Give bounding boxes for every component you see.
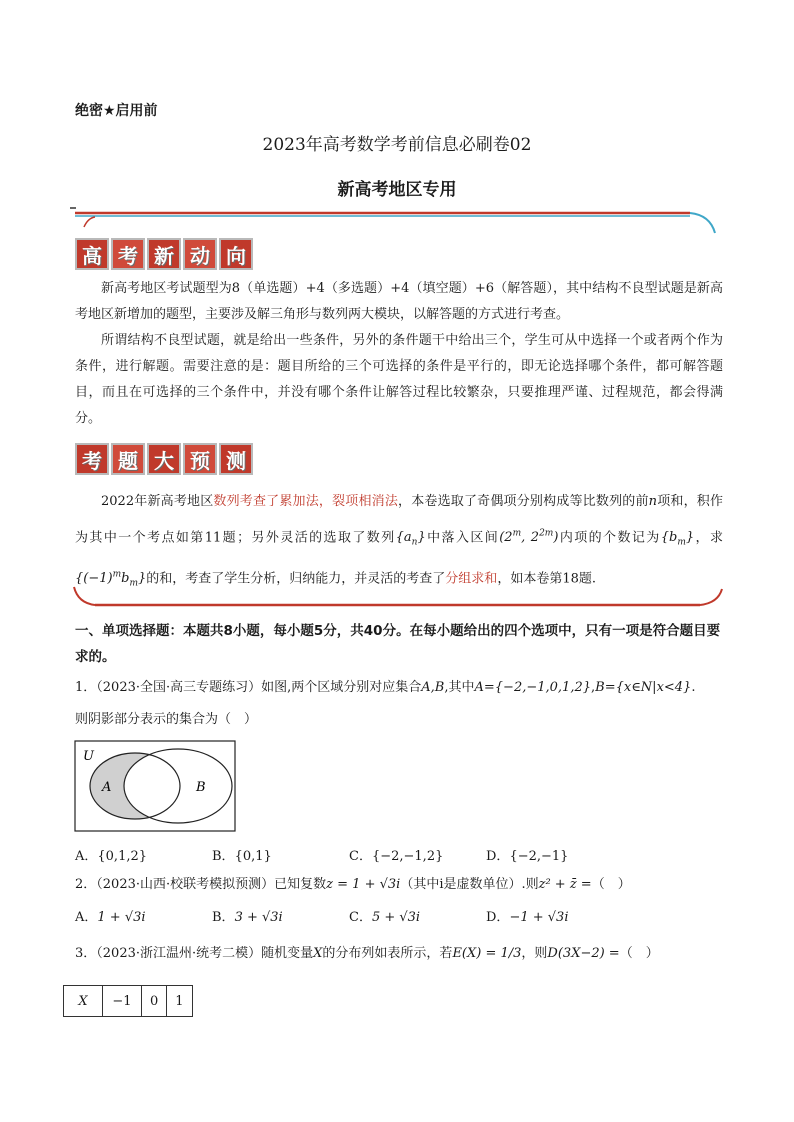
intro-paragraph-1: 新高考地区考试题型为8（单选题）+4（多选题）+4（填空题）+6（解答题），其中结构不良型试题是新高考地区新增加的题型，主要涉及解三角形与数列两大模块，以解答题的方式进行考查。 (75, 281, 723, 322)
distribution-table (63, 985, 193, 1017)
banner-char: 预 (183, 443, 217, 475)
text-run: ,其中 (444, 680, 475, 695)
option-d[interactable] (486, 906, 623, 925)
text-run: ，则 (521, 946, 548, 961)
text-run: 2022年新高考地区 (101, 494, 214, 509)
option-b[interactable] (212, 845, 349, 864)
text-run: 的分布列如表所示，若 (322, 946, 453, 961)
question-source: （2023·全国·高三专题练习） (96, 680, 262, 695)
question-3-stem (75, 943, 735, 965)
question-2-stem (75, 874, 735, 896)
option-value: 1 + √3i (97, 910, 146, 925)
text-run: 如图,两个区域分别对应集合 (261, 680, 422, 695)
question-number: 1． (75, 680, 97, 695)
banner-char: 题 (111, 443, 145, 475)
text-run: ，求 (694, 530, 723, 546)
venn-diagram (74, 740, 236, 832)
text-run: （其中i是虚数单位）.则 (400, 877, 539, 892)
text-run: 的和，考查了学生分析，归纳能力，并灵活的考查了 (146, 571, 446, 587)
option-label: B． (212, 849, 235, 864)
math-interval: (2$^m$, $2^{2m}$) (499, 529, 559, 546)
venn-label-b: B (196, 780, 206, 795)
math-set-a: A={−2,−1,0,1,2} (474, 680, 591, 695)
option-c[interactable] (349, 906, 486, 925)
option-value: {−2,−1} (509, 849, 569, 864)
banner-char: 动 (183, 238, 217, 270)
option-a[interactable] (75, 845, 212, 864)
math-sequence-an: $\{a_n\}$ (395, 530, 426, 548)
table-cell: X (64, 986, 103, 1017)
math-alt-sequence: $\{(-1)^mb_m\}$ (75, 569, 147, 589)
text-run: ，如本卷第18题. (497, 571, 596, 587)
math-sequence-bm: $\{b_m\}$ (660, 530, 695, 548)
option-d[interactable] (486, 845, 623, 864)
question-1-line2: 则阴影部分表示的集合为（ ） (75, 712, 258, 727)
banner-char: 考 (111, 238, 145, 270)
banner-exam-trends (75, 238, 253, 270)
option-label: B． (212, 910, 235, 925)
math-set-b: B={x∈N|x<4} (595, 680, 692, 695)
top-divider-decoration (70, 205, 720, 235)
option-value: {0,1,2} (97, 849, 148, 864)
question-source: （2023·山西·校联考模拟预测） (96, 877, 275, 892)
math-sets: A,B (421, 680, 445, 695)
table-cell: 0 (142, 986, 167, 1017)
venn-label-u: U (83, 749, 94, 764)
text-run: ，本卷选取了奇偶项分别构成等比数列的前 (398, 494, 649, 509)
option-label: D． (486, 910, 510, 925)
math-n: n (648, 494, 658, 509)
venn-label-a: A (102, 780, 112, 795)
text-run: 已知复数 (274, 877, 327, 892)
highlight-text: 数列考查了累加法，裂项相消法 (213, 494, 399, 509)
math-variable-x: X (313, 946, 323, 961)
text-run: （ ） (591, 877, 631, 892)
question-source: （2023·浙江温州·统考二模） (96, 946, 262, 961)
banner-forecast (75, 443, 253, 475)
option-label: A． (75, 910, 98, 925)
option-a[interactable] (75, 906, 212, 925)
option-label: A． (75, 849, 98, 864)
math-expectation: E(X) = 1/3 (452, 946, 522, 961)
question-number: 2． (75, 877, 97, 892)
banner-char: 考 (75, 443, 109, 475)
text-run: . (691, 680, 696, 695)
option-value: {0,1} (234, 849, 272, 864)
option-c[interactable] (349, 845, 486, 864)
math-expression: z² + z̄ = (538, 877, 592, 892)
paper-title: 2023年高考数学考前信息必刷卷02 (262, 135, 532, 155)
table-cell: −1 (103, 986, 142, 1017)
banner-char: 向 (219, 238, 253, 270)
intro-paragraph-2: 所谓结构不良型试题，就是给出一些条件，另外的条件题干中给出三个，学生可从中选择一个或者两个作为条件，进行解题。需要注意的是：题目所给的三个可选择的条件是平行的，即无论选择哪个条件，都可解答题目，而且在可选择的三个条件中，并没有哪个条件让解答过程比较繁杂，只要推理严谨、过程规范，都会得满分。 (75, 333, 723, 426)
option-value: −1 + √3i (509, 910, 569, 925)
text-run: 项和，积作为其中一个考点如第11题；另外灵活的选取了数列 (75, 494, 723, 546)
math-complex-z: z = 1 + √3i (326, 877, 401, 892)
question-number: 3． (75, 946, 97, 961)
option-label: C． (349, 910, 372, 925)
option-value: 3 + √3i (234, 910, 283, 925)
banner-char: 测 (219, 443, 253, 475)
option-label: D． (486, 849, 510, 864)
text-run: , (591, 680, 596, 695)
forecast-paragraph (75, 486, 723, 600)
highlight-text: 分组求和 (445, 571, 498, 587)
confidential-label: 绝密★启用前 (75, 103, 158, 119)
question-2-options (75, 906, 675, 925)
table-cell: 1 (167, 986, 192, 1017)
option-value: {−2,−1,2} (371, 849, 444, 864)
bottom-divider-decoration (70, 585, 726, 611)
paper-subtitle: 新高考地区专用 (337, 180, 457, 200)
option-b[interactable] (212, 906, 349, 925)
question-1-options (75, 845, 675, 864)
option-value: 5 + √3i (371, 910, 421, 925)
math-variance: D(3X−2) = (547, 946, 620, 961)
table-row (64, 986, 193, 1017)
text-run: 内项的个数记为 (558, 530, 661, 546)
text-run: 中落入区间 (425, 530, 500, 546)
option-label: C． (349, 849, 372, 864)
question-1-stem (75, 677, 735, 699)
banner-char: 高 (75, 238, 109, 270)
section-heading-single-choice: 一、单项选择题：本题共8小题，每小题5分，共40分。在每小题给出的四个选项中，只有一项是符合题目要求的。 (75, 623, 721, 665)
banner-char: 大 (147, 443, 181, 475)
text-run: 随机变量 (261, 946, 314, 961)
banner-char: 新 (147, 238, 181, 270)
text-run: （ ） (619, 946, 659, 961)
